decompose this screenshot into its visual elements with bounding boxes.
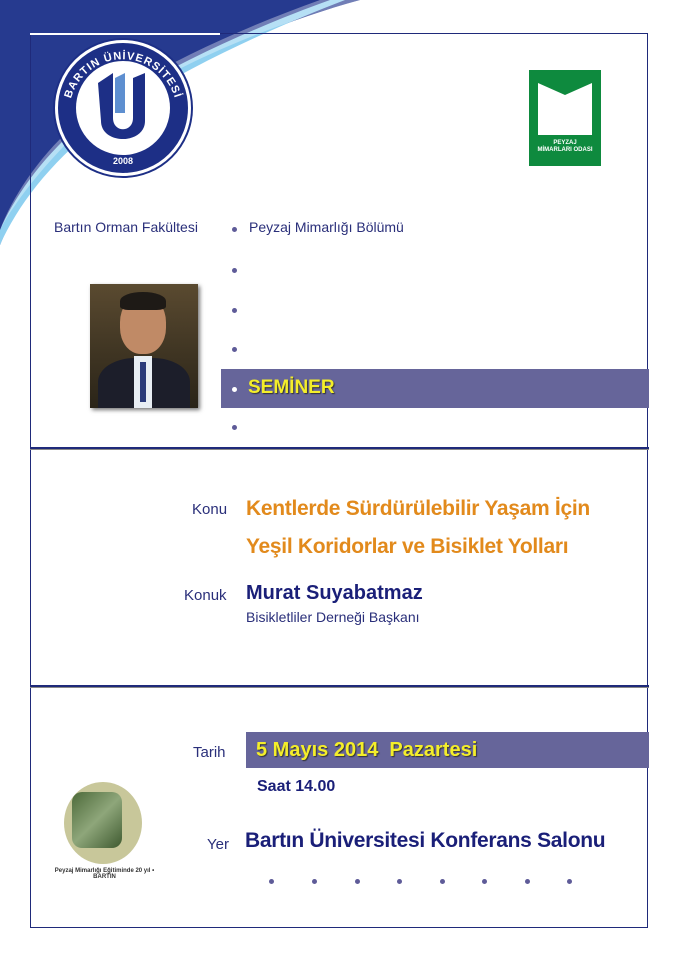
faculty-name: Bartın Orman Fakültesi — [54, 219, 198, 235]
separator-dot — [232, 227, 237, 232]
bullet-dot — [232, 347, 237, 352]
decor-dot — [269, 879, 274, 884]
decor-dot — [567, 879, 572, 884]
speaker-photo — [90, 284, 198, 408]
department-name: Peyzaj Mimarlığı Bölümü — [249, 219, 404, 235]
bullet-dot — [232, 268, 237, 273]
chamber-emblem-icon — [538, 75, 592, 135]
decor-dot — [355, 879, 360, 884]
place-label: Yer — [207, 836, 229, 853]
topic-line-1: Kentlerde Sürdürülebilir Yaşam İçin — [246, 497, 590, 520]
decor-dot — [440, 879, 445, 884]
anniversary-logo-text: Peyzaj Mimarlığı Eğitiminde 20 yıl • BARTIN — [54, 868, 155, 880]
decor-dot — [482, 879, 487, 884]
event-date: 5 Mayıs 2014 Pazartesi — [256, 739, 478, 761]
guest-name: Murat Suyabatmaz — [246, 582, 423, 604]
decor-dot — [312, 879, 317, 884]
section-divider — [30, 447, 649, 450]
event-place: Bartın Üniversitesi Konferans Salonu — [245, 829, 606, 852]
university-logo-text: BARTIN ÜNİVERSİTESİ — [62, 50, 184, 100]
event-type: SEMİNER — [248, 377, 335, 398]
guest-title: Bisikletliler Derneği Başkanı — [246, 609, 420, 625]
chamber-logo — [529, 70, 601, 166]
date-label: Tarih — [193, 744, 226, 761]
topic-label: Konu — [192, 501, 228, 518]
topic-line-2: Yeşil Koridorlar ve Bisiklet Yolları — [246, 535, 569, 558]
event-time: Saat 14.00 — [257, 778, 336, 795]
decor-dot — [397, 879, 402, 884]
anniversary-logo — [52, 770, 155, 880]
guest-label: Konuk — [184, 587, 227, 604]
chamber-logo-text: PEYZAJ MİMARLARI ODASI — [537, 140, 593, 153]
section-divider — [30, 685, 649, 688]
decor-dot — [525, 879, 530, 884]
university-logo-year: 2008 — [112, 156, 134, 166]
bullet-dot — [232, 425, 237, 430]
university-logo — [55, 40, 191, 176]
university-emblem-icon — [93, 73, 153, 143]
bullet-dot — [232, 308, 237, 313]
bullet-dot — [232, 387, 237, 392]
